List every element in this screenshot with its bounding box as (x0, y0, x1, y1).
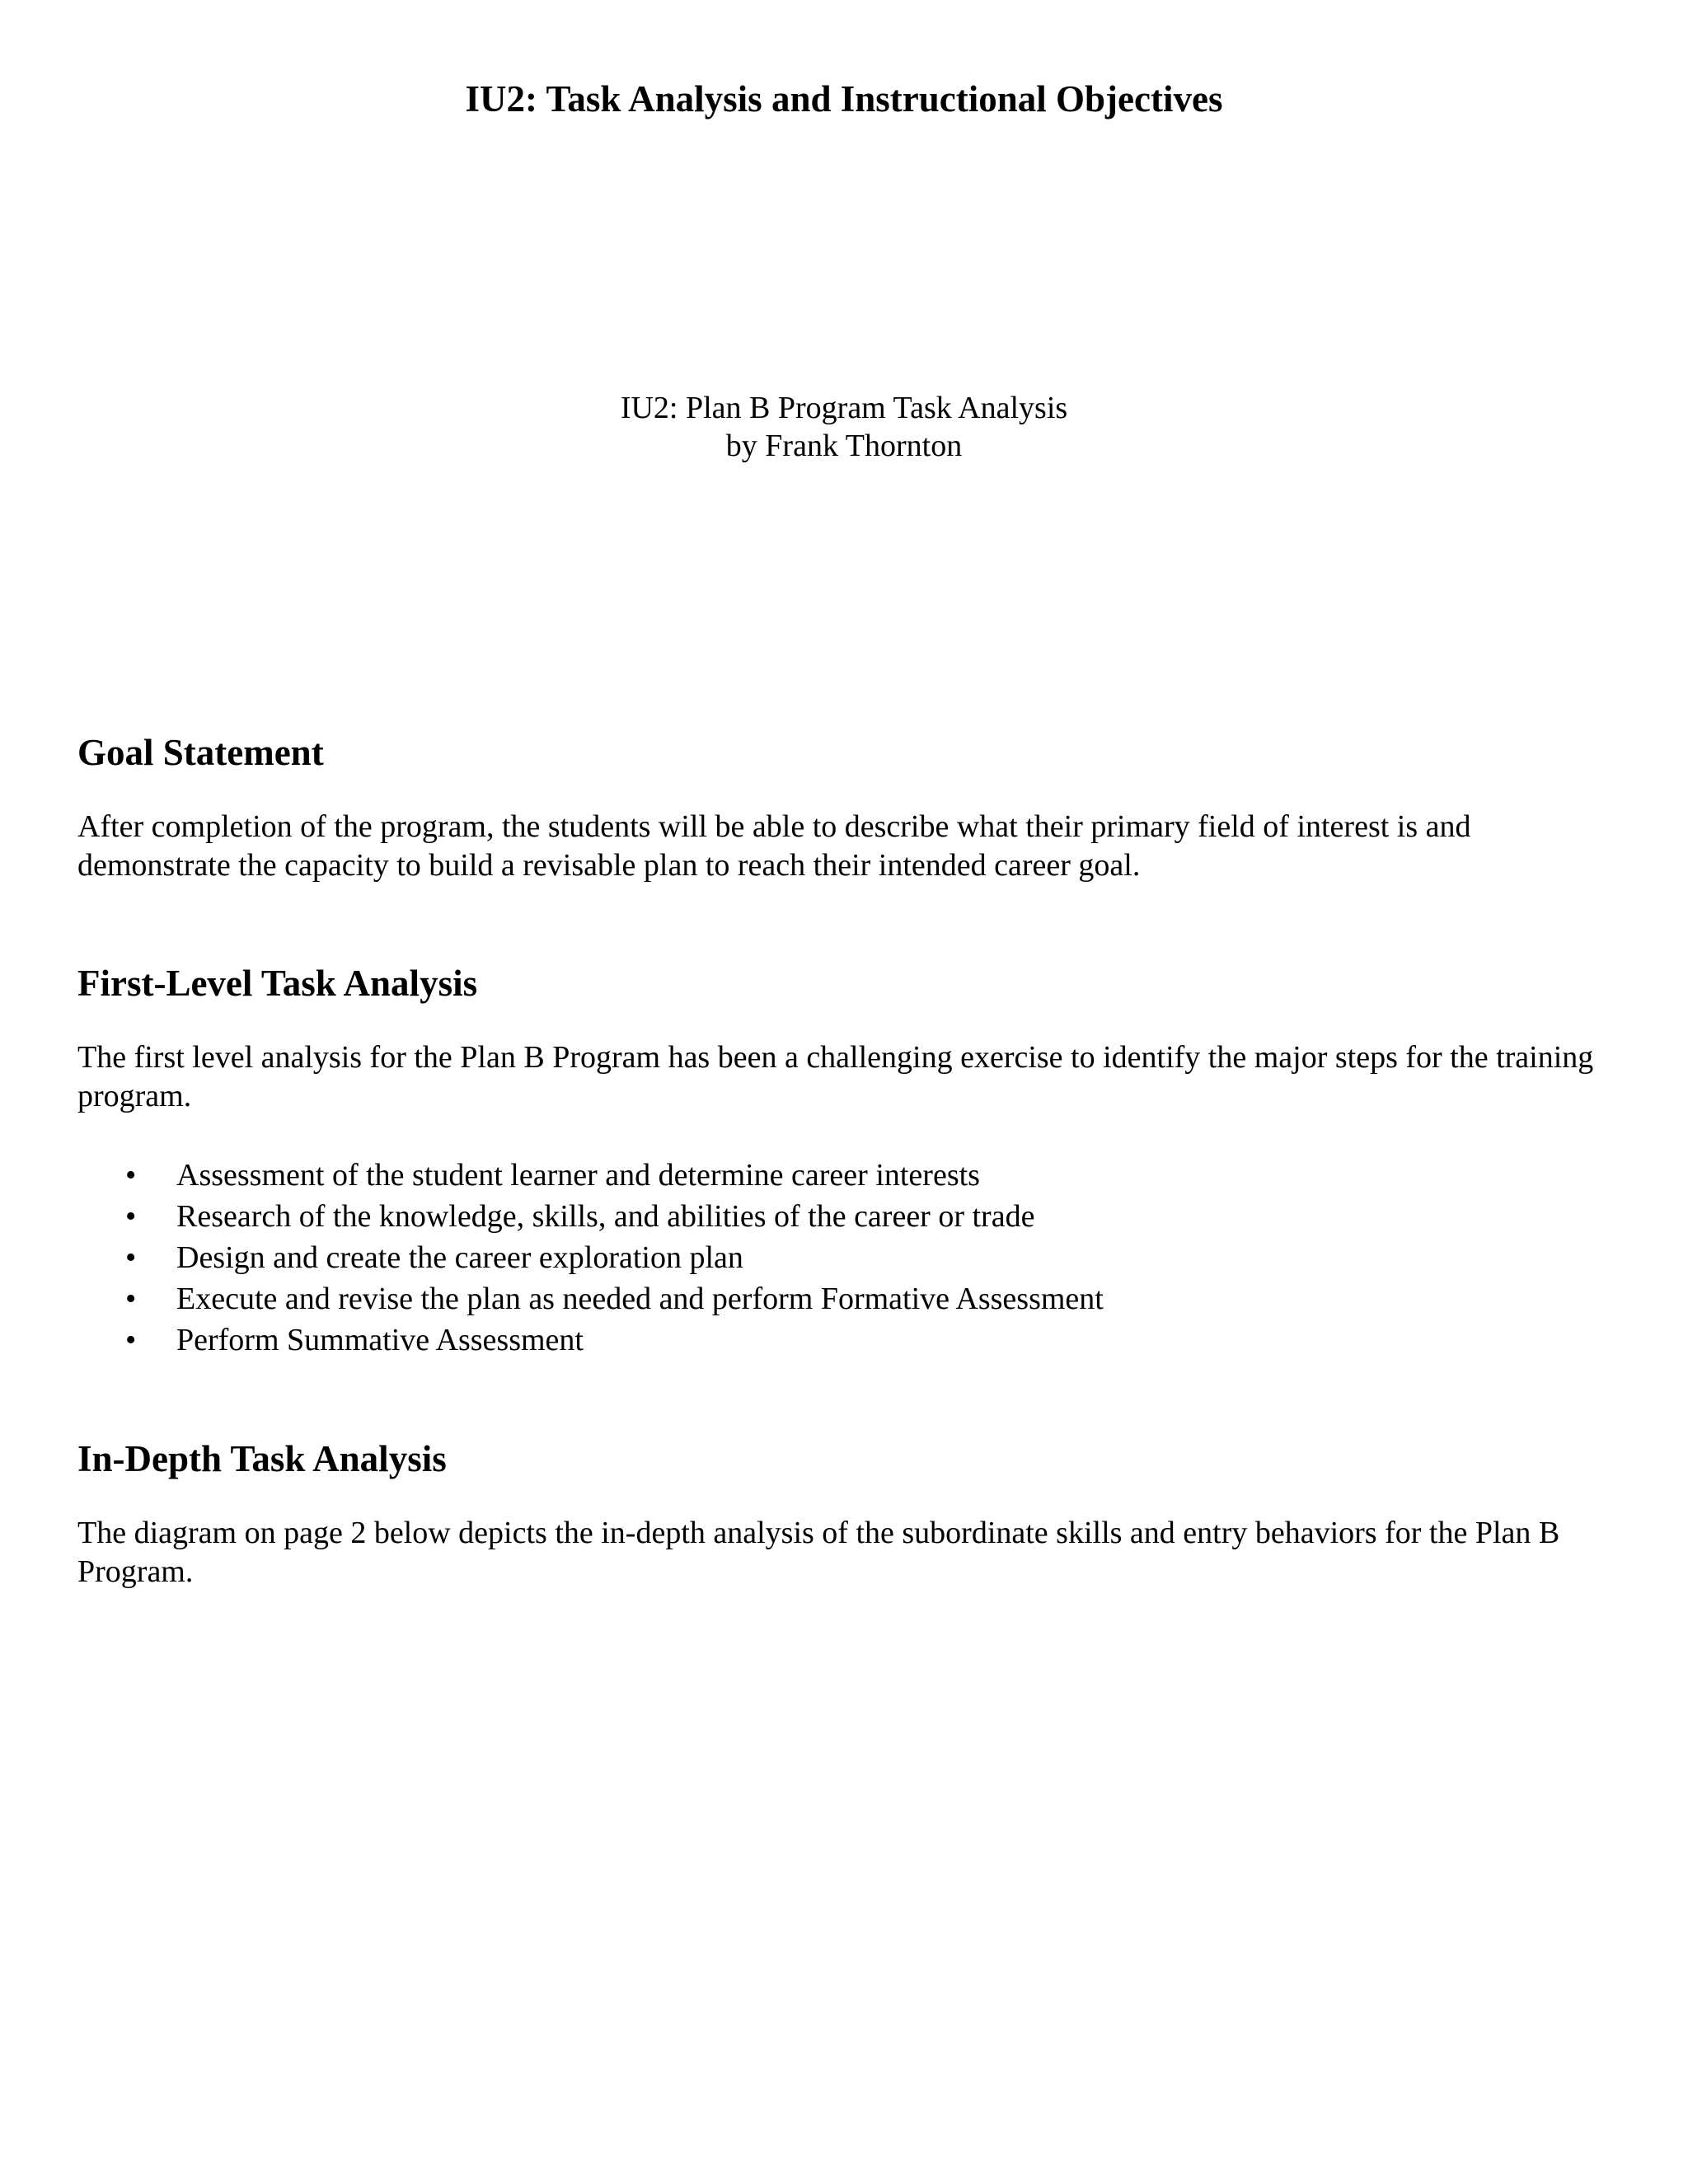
first-level-text: The first level analysis for the Plan B Program has been a challenging exercise to identify the major steps for the training program. (77, 1040, 1594, 1113)
bullet-icon: • (125, 1282, 137, 1316)
list-item-text: Design and create the career exploration plan (176, 1240, 743, 1275)
goal-statement-section (77, 730, 1611, 885)
in-depth-heading: In-Depth Task Analysis (77, 1438, 447, 1479)
list-item-text: Perform Summative Assessment (176, 1323, 584, 1357)
first-level-section (77, 961, 1611, 1361)
first-level-heading: First-Level Task Analysis (77, 963, 478, 1004)
list-item-text: Execute and revise the plan as needed and perform Formative Assessment (176, 1282, 1104, 1316)
list-item (77, 1196, 1611, 1237)
list-item (77, 1155, 1611, 1196)
in-depth-text: The diagram on page 2 below depicts the in-depth analysis of the subordinate skills and entry behaviors for the Plan B Program. (77, 1516, 1560, 1589)
list-item (77, 1319, 1611, 1361)
bullet-icon: • (125, 1323, 137, 1357)
cover-title: IU2: Plan B Program Task Analysis (620, 391, 1068, 425)
goal-statement-heading: Goal Statement (77, 732, 324, 773)
list-item-text: Assessment of the student learner and determine career interests (176, 1158, 980, 1193)
list-item (77, 1278, 1611, 1319)
bullet-icon: • (125, 1240, 137, 1275)
cover-author: by Frank Thornton (725, 429, 963, 463)
cover-block (0, 389, 1688, 465)
list-item (77, 1237, 1611, 1278)
bullet-icon: • (125, 1199, 137, 1234)
list-item-text: Research of the knowledge, skills, and abilities of the career or trade (176, 1199, 1035, 1234)
bullet-icon: • (125, 1158, 137, 1193)
document-body (77, 730, 1611, 1591)
in-depth-section (77, 1436, 1611, 1591)
document-title: IU2: Task Analysis and Instructional Objectives (465, 78, 1223, 120)
major-steps-list (77, 1155, 1611, 1361)
goal-statement-text: After completion of the program, the students will be able to describe what their primary field of interest is and demonstrate the capacity to build a revisable plan to reach their intended career goal. (77, 809, 1471, 883)
